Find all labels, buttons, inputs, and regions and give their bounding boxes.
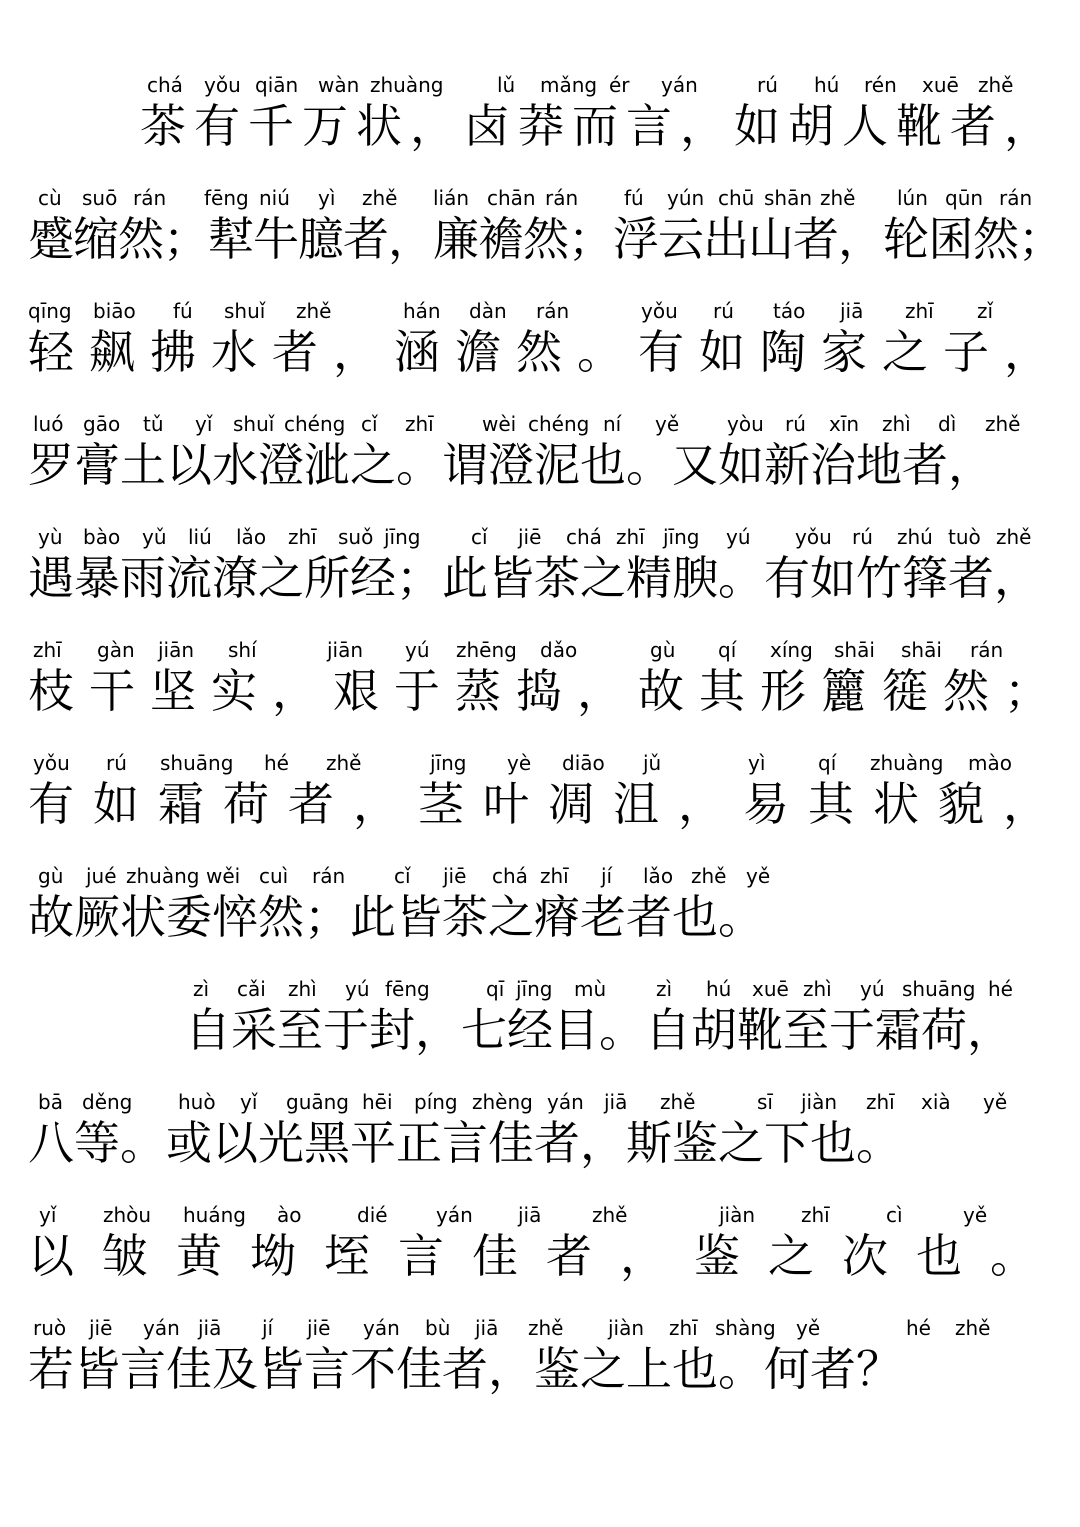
- pinyin: xīn: [829, 412, 860, 436]
- pinyin: yě: [746, 864, 771, 888]
- pinyin: liú: [188, 525, 212, 549]
- text-line-6: [0, 635, 1080, 745]
- pinyin: zhī: [405, 412, 434, 436]
- text-line-11: [0, 1200, 1080, 1310]
- text-line-12: [0, 1313, 1080, 1423]
- pinyin: shuǐ: [224, 299, 266, 323]
- pinyin: děng: [82, 1090, 133, 1114]
- pinyin: yǐ: [195, 412, 213, 436]
- pinyin: yì: [748, 751, 766, 775]
- pinyin: zhě: [691, 864, 727, 888]
- pinyin: bā: [38, 1090, 63, 1114]
- pinyin: fēng: [385, 977, 430, 1001]
- pinyin: jiā: [604, 1090, 628, 1114]
- pinyin: yú: [405, 638, 430, 662]
- pinyin: zhuàng: [370, 73, 444, 97]
- pinyin: jí: [601, 864, 613, 888]
- pinyin: zhú: [897, 525, 933, 549]
- pinyin: zǐ: [977, 299, 994, 323]
- pinyin: zhòu: [103, 1203, 152, 1227]
- pinyin: zhì: [882, 412, 911, 436]
- pinyin: tǔ: [143, 412, 164, 436]
- pinyin: zhě: [955, 1316, 991, 1340]
- pinyin: zhě: [592, 1203, 628, 1227]
- pinyin: cuì: [259, 864, 289, 888]
- pinyin: zì: [656, 977, 673, 1001]
- chinese-text: 枝干坚实，艰于蒸捣，故其形籭簁然；: [28, 664, 1065, 718]
- pinyin: hú: [814, 73, 840, 97]
- pinyin: jiā: [518, 1203, 542, 1227]
- pinyin: ruò: [33, 1316, 67, 1340]
- chinese-text: 蹙缩然；犎牛臆者，廉襜然；浮云出山者，轮囷然；: [28, 212, 1063, 266]
- pinyin: gàn: [97, 638, 135, 662]
- pinyin: cǐ: [471, 525, 488, 549]
- pinyin: yù: [38, 525, 63, 549]
- pinyin: chéng: [528, 412, 590, 436]
- pinyin: zhī: [866, 1090, 895, 1114]
- pinyin: jīng: [663, 525, 700, 549]
- pinyin: diāo: [562, 751, 605, 775]
- pinyin: jiàn: [719, 1203, 756, 1227]
- pinyin: chá: [147, 73, 183, 97]
- chinese-text: 八等。或以光黑平正言佳者，斯鉴之下也。: [28, 1116, 902, 1170]
- pinyin: lǔ: [497, 73, 516, 97]
- pinyin: zì: [193, 977, 210, 1001]
- pinyin: yǔ: [142, 525, 167, 549]
- pinyin: lǎo: [643, 864, 674, 888]
- text-line-8: [0, 861, 1080, 971]
- pinyin: bào: [83, 525, 121, 549]
- pinyin: yán: [143, 1316, 180, 1340]
- chinese-text: 遇暴雨流潦之所经；此皆茶之精腴。有如竹箨者，: [28, 551, 1040, 605]
- pinyin: jīng: [430, 751, 467, 775]
- pinyin: yè: [507, 751, 532, 775]
- pinyin: xià: [921, 1090, 951, 1114]
- pinyin: qiān: [255, 73, 299, 97]
- pinyin: gù: [650, 638, 676, 662]
- pinyin: niú: [259, 186, 290, 210]
- pinyin: mù: [574, 977, 607, 1001]
- pinyin: hé: [988, 977, 1013, 1001]
- pinyin: ní: [603, 412, 622, 436]
- pinyin: yì: [318, 186, 336, 210]
- pinyin: chéng: [284, 412, 346, 436]
- pinyin: yú: [345, 977, 370, 1001]
- pinyin: dàn: [469, 299, 507, 323]
- pinyin: xuē: [752, 977, 789, 1001]
- pinyin: jǔ: [643, 751, 662, 775]
- pinyin: yán: [436, 1203, 473, 1227]
- pinyin: dì: [938, 412, 957, 436]
- pinyin: yǐ: [39, 1203, 57, 1227]
- pinyin: jiā: [840, 299, 864, 323]
- pinyin: rú: [852, 525, 873, 549]
- pinyin: huò: [178, 1090, 216, 1114]
- pinyin: zhī: [616, 525, 645, 549]
- pinyin: chá: [492, 864, 528, 888]
- pinyin: rán: [536, 299, 570, 323]
- pinyin: gāo: [83, 412, 121, 436]
- pinyin: chān: [487, 186, 536, 210]
- pinyin: shí: [228, 638, 257, 662]
- pinyin: ào: [277, 1203, 302, 1227]
- pinyin: zhī: [669, 1316, 698, 1340]
- pinyin: jiān: [327, 638, 364, 662]
- pinyin: xíng: [770, 638, 813, 662]
- text-line-4: [0, 409, 1080, 519]
- pinyin: jiē: [307, 1316, 331, 1340]
- pinyin: shàng: [715, 1316, 776, 1340]
- pinyin: sī: [757, 1090, 773, 1114]
- pinyin: suǒ: [338, 525, 374, 549]
- pinyin: zhě: [978, 73, 1014, 97]
- pinyin: zhì: [288, 977, 317, 1001]
- pinyin: jí: [262, 1316, 274, 1340]
- pinyin: mào: [968, 751, 1012, 775]
- pinyin: yě: [655, 412, 680, 436]
- text-line-3: [0, 296, 1080, 406]
- pinyin: zhèng: [472, 1090, 533, 1114]
- pinyin: lǎo: [236, 525, 267, 549]
- pinyin: jiē: [89, 1316, 113, 1340]
- pinyin: qūn: [945, 186, 984, 210]
- pinyin: huáng: [183, 1203, 246, 1227]
- pinyin: jué: [86, 864, 117, 888]
- pinyin: zhě: [528, 1316, 564, 1340]
- pinyin: zhuàng: [126, 864, 200, 888]
- text-line-10: [0, 1087, 1080, 1197]
- pinyin: yě: [963, 1203, 988, 1227]
- pinyin: chū: [718, 186, 755, 210]
- chinese-text: 以皱黄坳垤言佳者，鉴之次也。: [28, 1229, 1064, 1283]
- pinyin: cǐ: [394, 864, 411, 888]
- pinyin: yě: [983, 1090, 1008, 1114]
- pinyin: shuāng: [160, 751, 234, 775]
- text-line-1: [0, 70, 1080, 180]
- pinyin: zhī: [801, 1203, 830, 1227]
- pinyin: zhī: [905, 299, 934, 323]
- chinese-text: 有如霜荷者，茎叶凋沮，易其状貌，: [28, 777, 1068, 831]
- pinyin: jiàn: [608, 1316, 645, 1340]
- pinyin: yǐ: [240, 1090, 258, 1114]
- chinese-text: 轻飙拂水者，涵澹然。有如陶家之子，: [28, 325, 1065, 379]
- pinyin: shāi: [834, 638, 875, 662]
- pinyin: suō: [82, 186, 118, 210]
- chinese-text: 自采至于封，七经目。自胡靴至于霜荷，: [185, 1003, 1013, 1057]
- pinyin: yán: [547, 1090, 584, 1114]
- pinyin: biāo: [93, 299, 136, 323]
- pinyin: shān: [764, 186, 813, 210]
- pinyin: qī: [486, 977, 505, 1001]
- chinese-text: 若皆言佳及皆言不佳者，鉴之上也。何者？: [28, 1342, 902, 1396]
- pinyin: rú: [757, 73, 778, 97]
- pinyin: gù: [38, 864, 64, 888]
- pinyin: fú: [173, 299, 193, 323]
- pinyin: cù: [38, 186, 62, 210]
- pinyin: rú: [713, 299, 734, 323]
- pinyin: wàn: [318, 73, 360, 97]
- pinyin: cǐ: [361, 412, 378, 436]
- pinyin: jiā: [198, 1316, 222, 1340]
- pinyin: yán: [363, 1316, 400, 1340]
- pinyin: yán: [661, 73, 698, 97]
- pinyin: dǎo: [540, 638, 578, 662]
- pinyin: zhì: [803, 977, 832, 1001]
- pinyin: jīng: [516, 977, 553, 1001]
- pinyin: qīng: [28, 299, 72, 323]
- pinyin: zhě: [296, 299, 332, 323]
- pinyin: tuò: [948, 525, 981, 549]
- pinyin: yú: [726, 525, 751, 549]
- pinyin: shuǐ: [233, 412, 275, 436]
- pinyin: yún: [667, 186, 705, 210]
- pinyin: zhě: [660, 1090, 696, 1114]
- pinyin: xuē: [922, 73, 959, 97]
- pinyin: qí: [718, 638, 737, 662]
- chinese-text: 茶有千万状，卤莽而言，如胡人靴者，: [140, 99, 1058, 153]
- pinyin: lián: [433, 186, 470, 210]
- pinyin: zhī: [288, 525, 317, 549]
- pinyin: rán: [999, 186, 1033, 210]
- text-line-2: [0, 183, 1080, 293]
- pinyin: rú: [785, 412, 806, 436]
- pinyin: dié: [357, 1203, 388, 1227]
- pinyin: rán: [312, 864, 346, 888]
- pinyin: qí: [818, 751, 837, 775]
- pinyin: hé: [906, 1316, 931, 1340]
- pinyin: jīng: [384, 525, 421, 549]
- pinyin: hú: [706, 977, 732, 1001]
- pinyin: yǒu: [795, 525, 832, 549]
- pinyin: píng: [414, 1090, 458, 1114]
- pinyin: zhě: [326, 751, 362, 775]
- pinyin: jiē: [518, 525, 542, 549]
- pinyin: fú: [624, 186, 644, 210]
- pinyin: yǒu: [33, 751, 70, 775]
- pinyin: zhě: [996, 525, 1032, 549]
- pinyin: hán: [403, 299, 441, 323]
- pinyin: rán: [970, 638, 1004, 662]
- pinyin: jiàn: [801, 1090, 838, 1114]
- pinyin: jiē: [443, 864, 467, 888]
- pinyin: mǎng: [540, 73, 598, 97]
- pinyin: zhě: [985, 412, 1021, 436]
- pinyin: zhī: [540, 864, 569, 888]
- pinyin: cì: [886, 1203, 903, 1227]
- pinyin: lún: [897, 186, 928, 210]
- chinese-text: 故厥状委悴然；此皆茶之瘠老者也。: [28, 890, 764, 944]
- pinyin: hé: [264, 751, 289, 775]
- pinyin: rén: [864, 73, 897, 97]
- pinyin: yú: [860, 977, 885, 1001]
- pinyin: shāi: [901, 638, 942, 662]
- pinyin: táo: [773, 299, 806, 323]
- pinyin: rán: [545, 186, 579, 210]
- pinyin: luó: [33, 412, 64, 436]
- chinese-text: 罗膏土以水澄泚之。谓澄泥也。又如新治地者，: [28, 438, 994, 492]
- pinyin: chá: [566, 525, 602, 549]
- pinyin: fēng: [204, 186, 249, 210]
- pinyin: guāng: [286, 1090, 349, 1114]
- pinyin: zhēng: [456, 638, 517, 662]
- pinyin: zhuàng: [870, 751, 944, 775]
- pinyin: shuāng: [902, 977, 976, 1001]
- text-line-7: [0, 748, 1080, 858]
- pinyin: ér: [609, 73, 630, 97]
- pinyin: rú: [106, 751, 127, 775]
- pinyin: hēi: [362, 1090, 393, 1114]
- pinyin: zhě: [820, 186, 856, 210]
- pinyin: rán: [133, 186, 167, 210]
- pinyin: yòu: [727, 412, 764, 436]
- pinyin: yě: [796, 1316, 821, 1340]
- pinyin: bù: [425, 1316, 451, 1340]
- pinyin: yǒu: [641, 299, 678, 323]
- pinyin: cǎi: [237, 977, 266, 1001]
- pinyin: jiān: [158, 638, 195, 662]
- pinyin: wèi: [482, 412, 517, 436]
- pinyin: wěi: [206, 864, 241, 888]
- text-line-9: [0, 974, 1080, 1084]
- pinyin: zhě: [362, 186, 398, 210]
- pinyin: zhī: [33, 638, 62, 662]
- pinyin: jiā: [475, 1316, 499, 1340]
- text-line-5: [0, 522, 1080, 632]
- pinyin: yǒu: [204, 73, 241, 97]
